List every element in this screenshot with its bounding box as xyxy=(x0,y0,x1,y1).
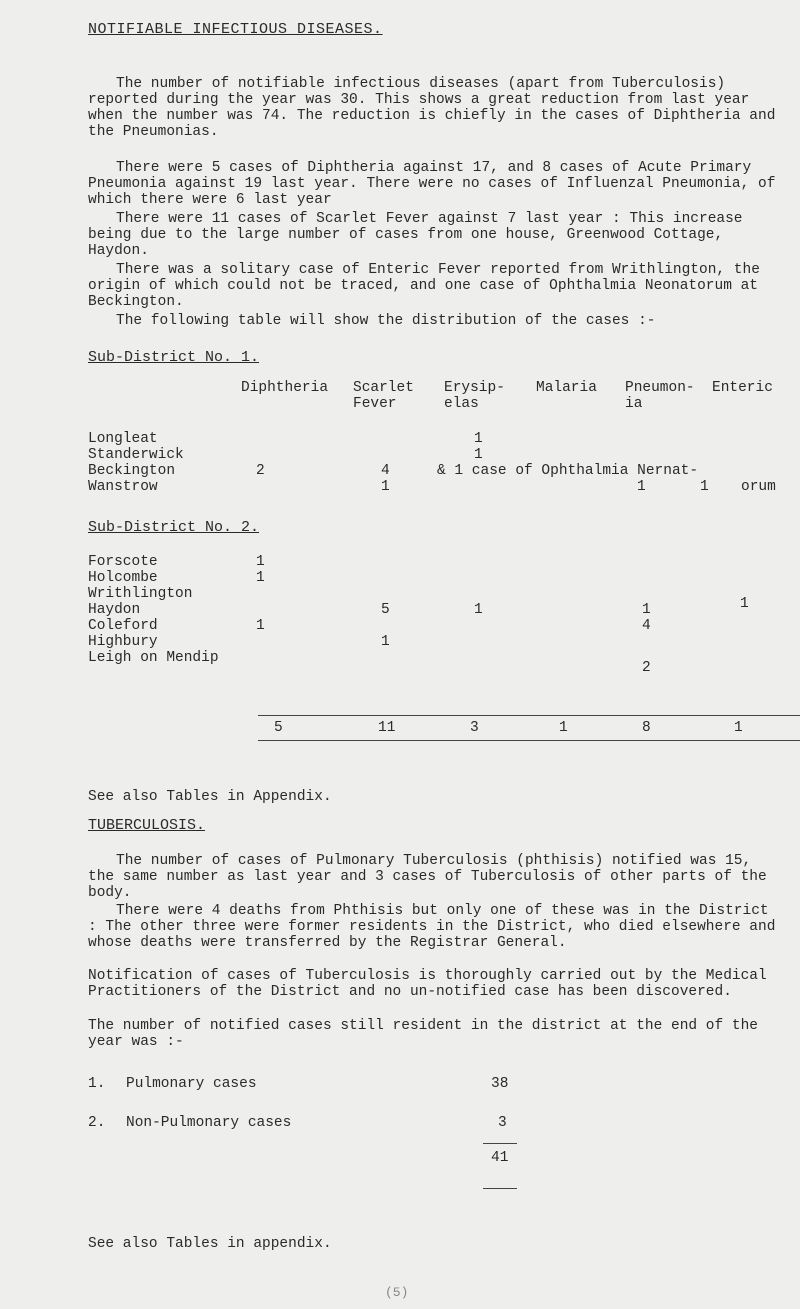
cell-diphtheria: 1 xyxy=(256,618,265,634)
table-row xyxy=(88,447,788,463)
row-place: Coleford xyxy=(88,618,158,634)
row-place: Writhlington xyxy=(88,586,193,602)
cell-pneumonia: 1 xyxy=(642,602,651,618)
see-also-1: See also Tables in Appendix. xyxy=(88,789,332,805)
row-place: Beckington xyxy=(88,463,176,479)
see-also-2: See also Tables in appendix. xyxy=(88,1236,332,1252)
item-value: 3 xyxy=(498,1115,507,1131)
row-note-tail: orum xyxy=(741,479,776,495)
cell-pneumonia: 2 xyxy=(642,660,651,676)
item-number: 2. xyxy=(88,1115,106,1131)
row-note: & 1 case of Ophthalmia Nernat- xyxy=(437,463,699,479)
table-row xyxy=(88,554,788,570)
cell-scarlet-fever: 1 xyxy=(381,634,390,650)
total-malaria: 1 xyxy=(559,720,568,736)
cell-diphtheria: 1 xyxy=(256,570,265,586)
cell-diphtheria: 2 xyxy=(256,463,265,479)
intro-paragraph-4: There was a solitary case of Enteric Fever reported from Writhlington, the origin of which could not be traced, and one case of Ophthalmia Neonatorum at Beckington. xyxy=(88,262,760,310)
table-row xyxy=(88,570,788,586)
tb-paragraph-3: Notification of cases of Tuberculosis is thoroughly carried out by the Medical Practitioners of the District and no un-notified case has been discovered. xyxy=(88,968,767,1000)
row-place: Longleat xyxy=(88,431,158,447)
intro-paragraph-3: There were 11 cases of Scarlet Fever against 7 last year : This increase being due to the large number of cases from one house, Greenwood Cottage, Haydon. xyxy=(88,211,743,259)
item-number: 1. xyxy=(88,1076,106,1092)
cell-erysipelas: 1 xyxy=(474,602,483,618)
cell-pneumonia: 1 xyxy=(637,479,646,495)
table-row xyxy=(88,650,788,676)
list-item xyxy=(88,1076,788,1092)
row-place: Leigh on Mendip xyxy=(88,650,219,666)
total-pneumonia: 8 xyxy=(642,720,651,736)
total-enteric: 1 xyxy=(734,720,743,736)
page-heading: NOTIFIABLE INFECTIOUS DISEASES. xyxy=(88,21,383,38)
list-item xyxy=(88,1115,788,1131)
tb-heading: TUBERCULOSIS. xyxy=(88,817,206,834)
cell-erysipelas: 1 xyxy=(474,447,483,463)
col-header-malaria: Malaria xyxy=(536,380,597,396)
item-label: Non-Pulmonary cases xyxy=(126,1115,292,1131)
total-diphtheria: 5 xyxy=(274,720,283,736)
tb-paragraph-2: There were 4 deaths from Phthisis but only one of these was in the District : The other three were former residents in the District, who died elsewhere and whose deaths were transferred by the Registrar General. xyxy=(88,903,776,951)
cell-diphtheria: 1 xyxy=(256,554,265,570)
row-place: Standerwick xyxy=(88,447,184,463)
table-row xyxy=(88,634,788,650)
tb-paragraph-1: The number of cases of Pulmonary Tuberculosis (phthisis) notified was 15, the same number as last year and 3 cases of Tuberculosis of other parts of the body. xyxy=(88,853,767,901)
page-number: (5) xyxy=(385,1285,409,1300)
intro-paragraph-2: There were 5 cases of Diphtheria against 17, and 8 cases of Acute Primary Pneumonia against 19 last year. There were no cases of Influenzal Pneumonia, of which there were 6 last year xyxy=(88,160,776,208)
cell-scarlet-fever: 5 xyxy=(381,602,390,618)
totals-top-rule xyxy=(258,715,800,716)
cell-erysipelas: 1 xyxy=(474,431,483,447)
subdistrict-2-label: Sub-District No. 2. xyxy=(88,519,260,536)
intro-paragraph-5: The following table will show the distribution of the cases :- xyxy=(116,313,656,329)
row-place: Forscote xyxy=(88,554,158,570)
row-place: Haydon xyxy=(88,602,141,618)
sum-rule-top xyxy=(483,1143,517,1144)
totals-bottom-rule xyxy=(258,740,800,741)
cell-pneumonia: 4 xyxy=(642,618,651,634)
table-row xyxy=(88,602,788,618)
col-header-enteric: Enteric xyxy=(712,380,773,396)
row-place: Wanstrow xyxy=(88,479,158,495)
cell-scarlet-fever: 1 xyxy=(381,479,390,495)
table-row xyxy=(88,618,788,634)
sum-rule-bottom xyxy=(483,1188,517,1189)
table-row xyxy=(88,431,788,447)
resident-total: 41 xyxy=(491,1150,509,1166)
item-value: 38 xyxy=(491,1076,509,1092)
col-header-erysipelas: Erysip- elas xyxy=(444,380,505,412)
intro-paragraph-1: The number of notifiable infectious diseases (apart from Tuberculosis) reported during the year was 30. This shows a great reduction from last year when the number was 74. The reduction is chiefly in the cases of Diphtheria and the Pneumonias. xyxy=(88,76,776,140)
cell-enteric: 1 xyxy=(740,596,749,612)
col-header-diphtheria: Diphtheria xyxy=(241,380,329,396)
row-place: Holcombe xyxy=(88,570,158,586)
col-header-scarlet-fever: Scarlet Fever xyxy=(353,380,414,412)
tb-paragraph-4: The number of notified cases still resident in the district at the end of the year was :- xyxy=(88,1018,759,1050)
row-place: Highbury xyxy=(88,634,158,650)
total-scarlet-fever: 11 xyxy=(378,720,396,736)
table-row xyxy=(88,463,788,479)
cell-enteric: 1 xyxy=(700,479,709,495)
item-label: Pulmonary cases xyxy=(126,1076,257,1092)
col-header-pneumonia: Pneumon- ia xyxy=(625,380,695,412)
total-erysipelas: 3 xyxy=(470,720,479,736)
totals-row xyxy=(88,720,788,736)
table-row xyxy=(88,479,788,495)
cell-scarlet-fever: 4 xyxy=(381,463,390,479)
subdistrict-1-label: Sub-District No. 1. xyxy=(88,349,260,366)
